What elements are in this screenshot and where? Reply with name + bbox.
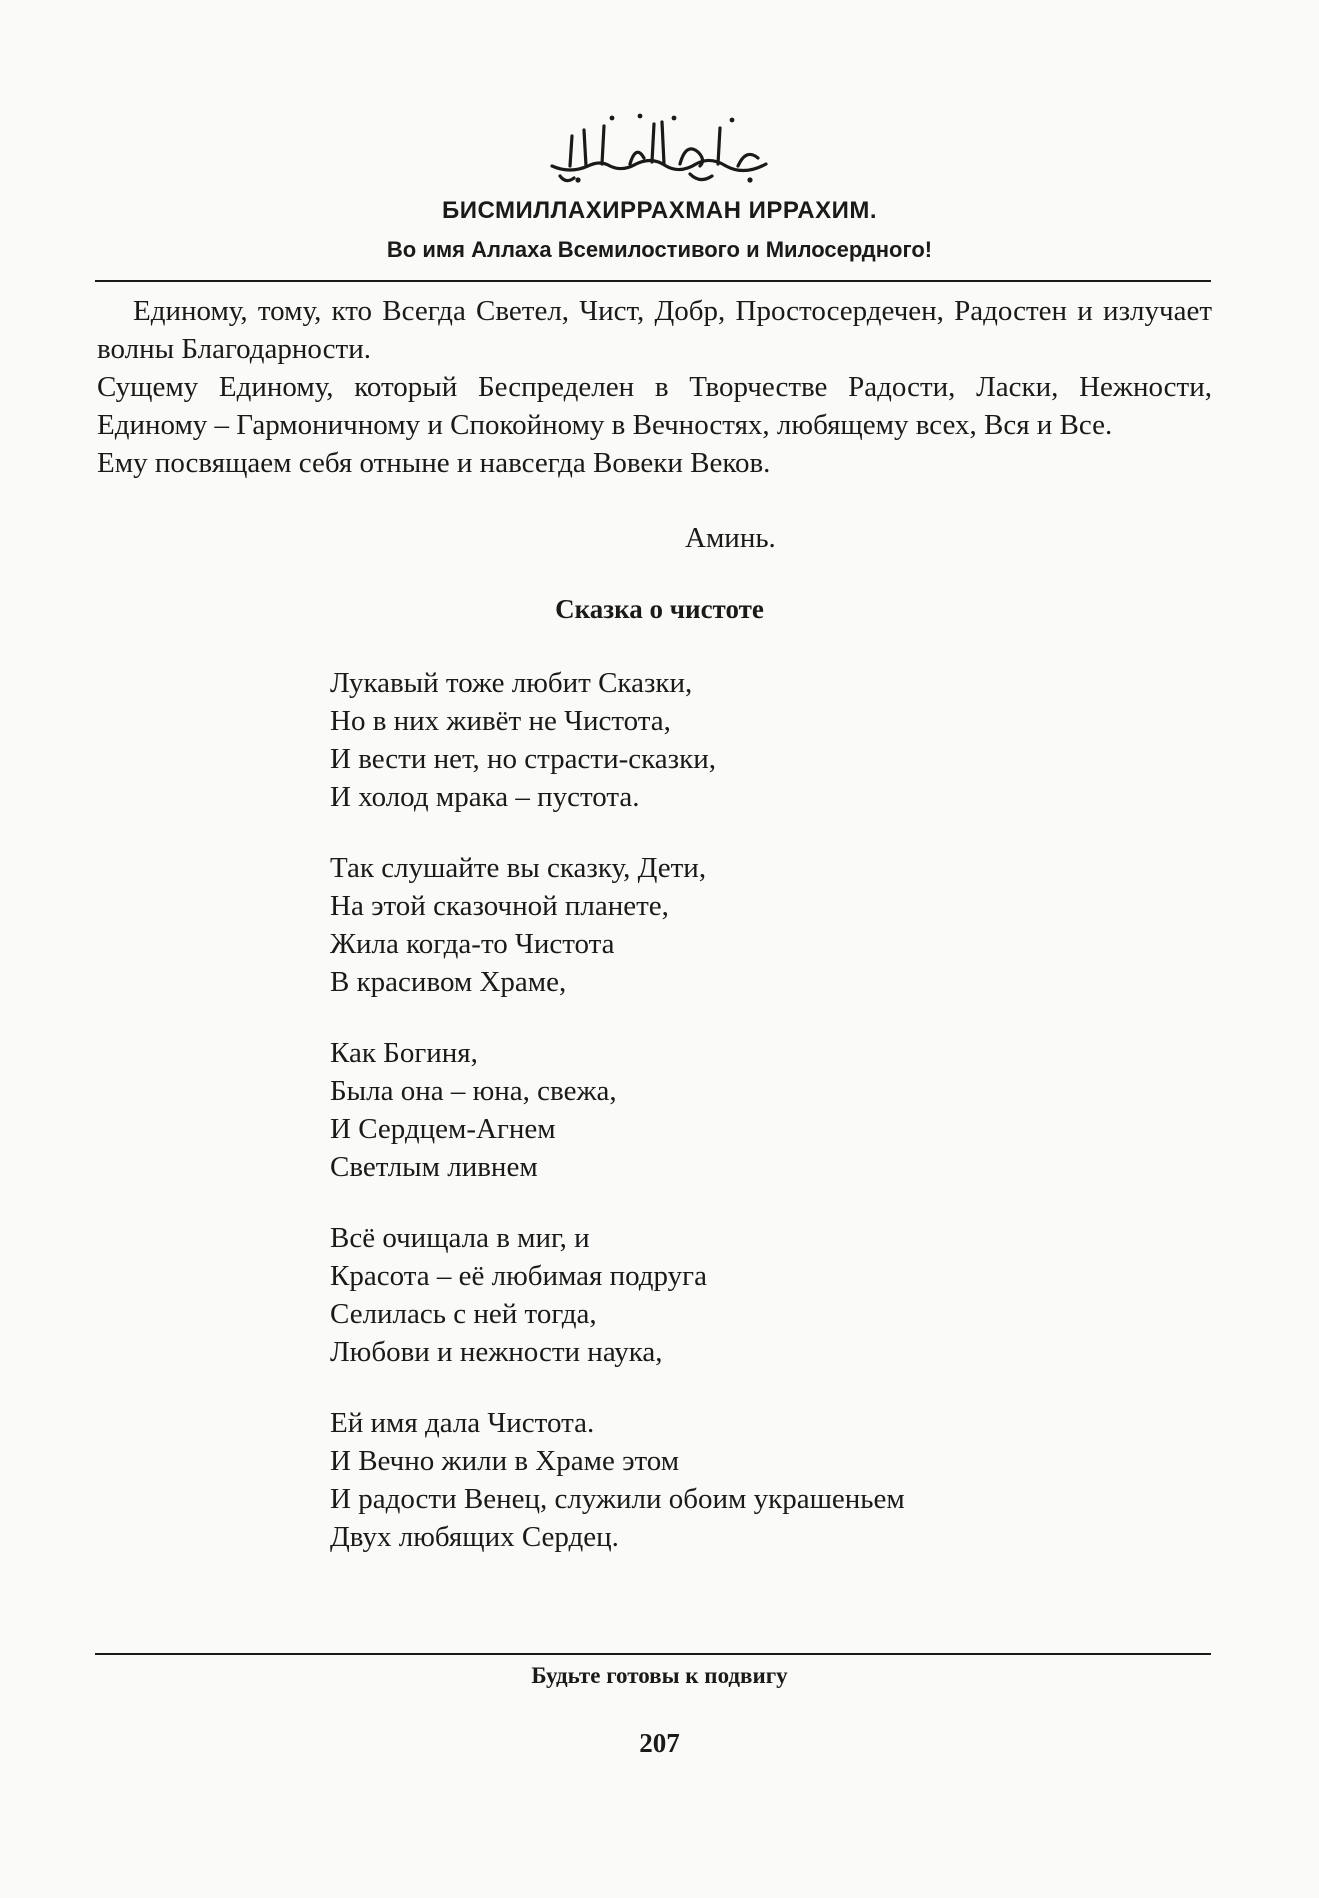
running-footer-title: Будьте готовы к подвигу: [531, 1663, 788, 1688]
bismillah-translation: Во имя Аллаха Всемилостивого и Милосердного!: [386, 237, 933, 262]
dedication-paragraph: Ему посвящаем себя отныне и навсегда Вовеки Веков.: [97, 447, 771, 479]
poem-line: Ей имя дала Чистота.: [330, 1407, 595, 1439]
poem-line: Была она – юна, свежа,: [330, 1075, 617, 1107]
bismillah-transliteration: БИСМИЛЛАХИРРАХМАН ИРРАХИМ.: [441, 197, 877, 224]
poem-line: И вести нет, но страсти-сказки,: [330, 743, 716, 775]
poem-line: Красота – её любимая подруга: [330, 1260, 707, 1292]
poem-line: Так слушайте вы сказку, Дети,: [330, 852, 707, 884]
poem-title: Сказка о чистоте: [555, 594, 764, 624]
basmala-calligraphy-icon: [540, 108, 780, 190]
poem-line: Двух любящих Сердец.: [330, 1521, 619, 1553]
footer-divider: [95, 1653, 1211, 1655]
poem-line: И радости Венец, служили обоим украшеньем: [330, 1483, 905, 1515]
poem-line: В красивом Храме,: [330, 966, 567, 998]
poem-line: И холод мрака – пустота.: [330, 781, 640, 813]
poem-line: И Сердцем-Агнем: [330, 1113, 556, 1145]
poem-line: Селилась с ней тогда,: [330, 1298, 597, 1330]
amen-line: Аминь.: [685, 522, 776, 554]
dedication-paragraph: Единому, тому, кто Всегда Светел, Чист, Добр, Простосердечен, Радостен и излучает волны Благодарности.: [97, 295, 1212, 365]
poem-stanza: [330, 1034, 905, 1186]
page-number: 207: [639, 1728, 680, 1758]
poem-line: Жила когда-то Чистота: [330, 928, 615, 960]
poem-line: Лукавый тоже любит Сказки,: [330, 667, 693, 699]
poem-line: Но в них живёт не Чистота,: [330, 705, 671, 737]
poem-stanza: [330, 664, 905, 816]
poem-stanza: [330, 1404, 905, 1556]
poem-line: И Вечно жили в Храме этом: [330, 1445, 680, 1477]
poem-line: Как Богиня,: [330, 1037, 478, 1069]
dedication-block: [97, 292, 1212, 482]
poem-line: На этой сказочной планете,: [330, 890, 669, 922]
poem-stanza: [330, 1219, 905, 1371]
poem-line: Любови и нежности наука,: [330, 1336, 663, 1368]
header-divider: [95, 280, 1211, 282]
poem-line: Светлым ливнем: [330, 1151, 538, 1183]
poem-line: Всё очищала в миг, и: [330, 1222, 590, 1254]
poem-stanza: [330, 849, 905, 1001]
poem-body: [330, 664, 905, 1589]
dedication-paragraph: Сущему Единому, который Беспределен в Творчестве Радости, Ласки, Нежности, Единому – Гармоничному и Спокойному в Вечностях, любящему всех, Вся и Все.: [97, 371, 1212, 441]
basmala-calligraphy: [0, 108, 1319, 190]
